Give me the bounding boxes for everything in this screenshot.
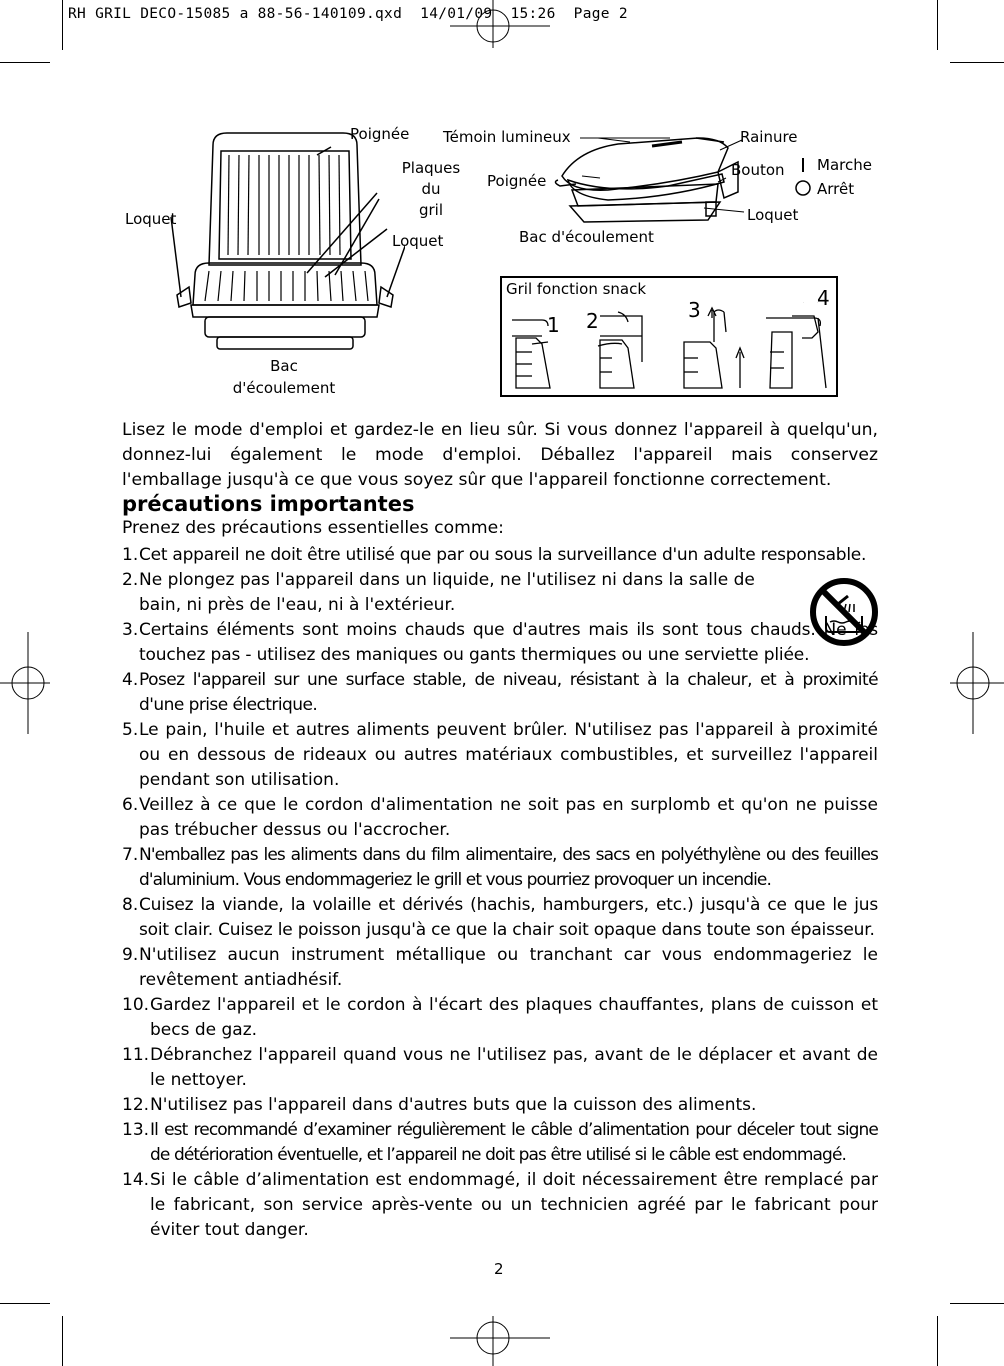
list-item: 4. Posez l'appareil sur une surface stable, de niveau, résistant à la chaleur, et à proximité d'une prise électrique. — [122, 670, 878, 715]
label-temoin: Témoin lumineux — [443, 128, 571, 146]
label-marche: Marche — [817, 156, 872, 174]
label-plaques: Plaques du gril — [401, 159, 461, 219]
snack-title: Gril fonction snack — [506, 280, 647, 298]
precautions-list — [122, 543, 878, 1243]
file-header: RH GRIL DECO-15085 a 88-56-140109.qxd 14/01/09 15:26 Page 2 — [68, 6, 628, 22]
list-item: 11. Débranchez l'appareil quand vous ne l'utilisez pas, avant de le déplacer et avant de le nettoyer. — [122, 1045, 878, 1090]
page-number: 2 — [494, 1260, 504, 1278]
snack-steps-illustration — [502, 302, 836, 392]
list-item: 1. Cet appareil ne doit être utilisé que par ou sous la surveillance d'un adulte responsable. — [122, 545, 867, 565]
list-item: 2. Ne plongez pas l'appareil dans un liquide, ne l'utilisez ni dans la salle de bain, ni près de l'eau, ni à l'extérieur. — [122, 570, 755, 615]
label-poignee-side: Poignée — [487, 172, 547, 190]
list-item: 13. Il est recommandé d’examiner régulièrement le câble d’alimentation pour déceler tout signe de détérioration éventuelle, et l’appareil ne doit pas être utilisé si le câble est endommagé. — [122, 1120, 878, 1165]
label-loquet-right: Loquet — [392, 232, 444, 250]
list-item: 12. N'utilisez pas l'appareil dans d'autres buts que la cuisson des aliments. — [122, 1095, 757, 1115]
label-loquet-side: Loquet — [747, 206, 799, 224]
label-poignee-front: Poignée — [350, 125, 410, 143]
label-arret: Arrêt — [817, 180, 855, 198]
label-rainure: Rainure — [740, 128, 798, 146]
side-leader-lines — [520, 128, 840, 238]
precautions-heading: précautions importantes — [122, 492, 415, 516]
list-item: 9. N'utilisez aucun instrument métallique ou tranchant car vous endommageriez le revêtement antiadhésif. — [122, 945, 878, 990]
snack-step-2: 2 — [586, 309, 599, 333]
list-item: 3. Certains éléments sont moins chauds que d'autres mais ils sont tous chauds. Ne les touchez pas - utilisez des maniques ou gants thermiques ou une serviette pliée. — [122, 620, 878, 665]
list-item: 7. N'emballez pas les aliments dans du film alimentaire, des sacs en polyéthylène ou des feuilles d'aluminium. Vous endommageriez le grill et vous pourriez provoquer un incendie. — [122, 845, 878, 890]
list-item: 6. Veillez à ce que le cordon d'alimentation ne soit pas en surplomb et qu'on ne puisse pas trébucher dessus ou l'accrocher. — [122, 795, 878, 840]
label-bac-front: Bac d'écoulement — [232, 357, 336, 397]
snack-step-4: 4 — [817, 286, 830, 310]
precautions-intro: Prenez des précautions essentielles comme: — [122, 518, 504, 538]
label-bouton: Bouton — [731, 161, 785, 179]
list-item: 5. Le pain, l'huile et autres aliments peuvent brûler. N'utilisez pas l'appareil à proximité ou en dessous de rideaux ou autres matériaux combustibles, et surveillez l'appareil pendant son utilisation. — [122, 720, 878, 790]
list-item: 14. Si le câble d’alimentation est endommagé, il doit nécessairement être remplacé par le fabricant, son service après-vente ou un technicien agréé par le fabricant pour éviter tout danger. — [122, 1170, 878, 1240]
intro-paragraph: Lisez le mode d'emploi et gardez-le en lieu sûr. Si vous donnez l'appareil à quelqu'un, donnez-lui également le mode d'emploi. Déballez l'appareil mais conservez l'emballage jusqu'à ce que vous soyez sûr que l'appareil fonctionne correctement. — [122, 420, 878, 490]
list-item: 8. Cuisez la viande, la volaille et dérivés (hachis, hamburgers, etc.) jusqu'à ce que le jus soit clair. Cuisez le poisson jusqu'à ce que la chair soit opaque dans toute son épaisseur. — [122, 895, 878, 940]
label-bac-side: Bac d'écoulement — [519, 228, 654, 246]
snack-step-3: 3 — [688, 298, 701, 322]
snack-step-1: 1 — [547, 313, 560, 337]
list-item: 10. Gardez l'appareil et le cordon à l'écart des plaques chauffantes, plans de cuisson et becs de gaz. — [122, 995, 878, 1040]
grill-front-illustration — [165, 125, 405, 375]
no-water-icon — [808, 576, 880, 648]
label-loquet-left: Loquet — [125, 210, 177, 228]
